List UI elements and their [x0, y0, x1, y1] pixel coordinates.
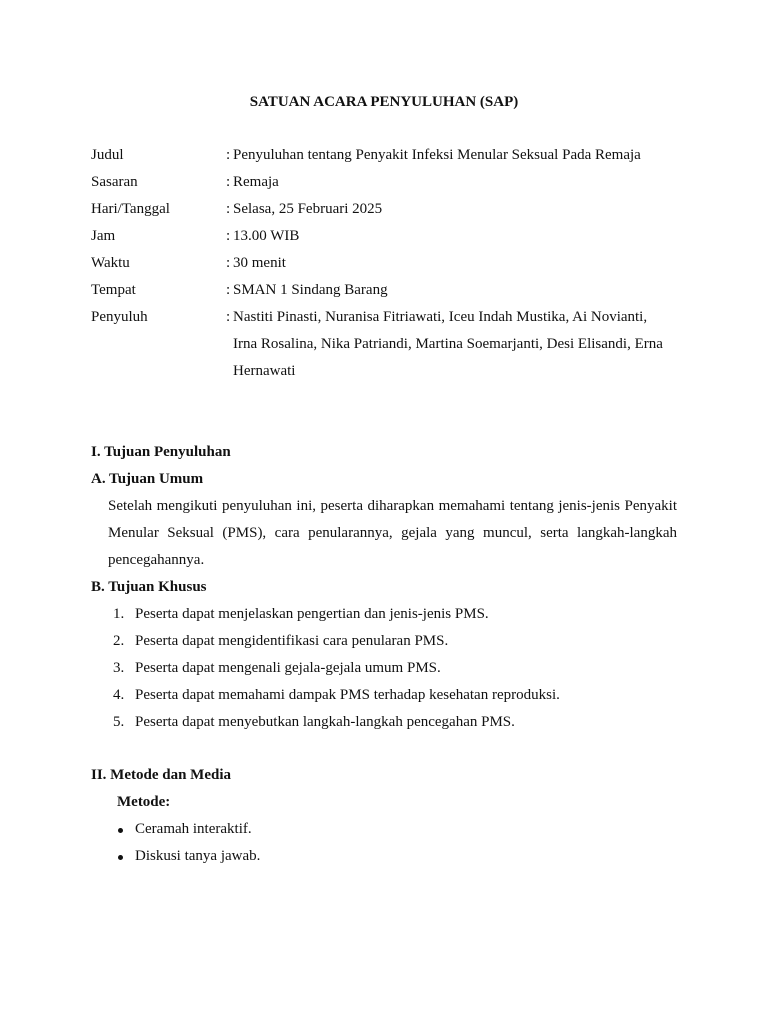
list-item-text: Peserta dapat mengidentifikasi cara penularan PMS. [135, 633, 449, 649]
info-value-continuation: Irna Rosalina, Nika Patriandi, Martina Soemarjanti, Desi Elisandi, Erna [233, 336, 663, 352]
list-item [91, 655, 677, 682]
info-value-text: Penyuluhan tentang Penyakit Infeksi Menular Seksual Pada Remaja [233, 147, 641, 163]
colon: : [226, 309, 231, 325]
info-value-text: Nastiti Pinasti, Nuranisa Fitriawati, Iceu Indah Mustika, Ai Novianti, [233, 309, 648, 325]
colon: : [226, 228, 231, 244]
list-item-text: Ceramah interaktif. [135, 821, 252, 837]
list-item [91, 843, 677, 870]
info-label: Penyuluh [91, 309, 148, 325]
info-label: Waktu [91, 255, 130, 271]
list-item-text: Peserta dapat mengenali gejala-gejala umum PMS. [135, 660, 441, 676]
colon: : [226, 282, 231, 298]
info-value [226, 223, 677, 250]
metode-label: Metode: [117, 794, 171, 810]
info-value [226, 169, 677, 196]
bullet-icon [91, 816, 135, 843]
section-heading-tujuan: I. Tujuan Penyuluhan [91, 444, 231, 460]
list-item-text: Diskusi tanya jawab. [135, 848, 261, 864]
info-table [91, 142, 677, 385]
colon: : [226, 174, 231, 190]
list-item [91, 628, 677, 655]
list-item-text: Peserta dapat memahami dampak PMS terhadap kesehatan reproduksi. [135, 687, 560, 703]
list-number: 5. [113, 714, 125, 730]
info-row-judul [91, 142, 677, 169]
info-row-jam [91, 223, 677, 250]
document-title: SATUAN ACARA PENYULUHAN (SAP) [249, 94, 519, 110]
info-value [226, 196, 677, 223]
subsection-heading-tujuan-khusus: B. Tujuan Khusus [91, 579, 207, 595]
info-value [226, 304, 677, 385]
info-row-penyuluh [91, 304, 677, 385]
metode-list [91, 816, 677, 870]
info-label: Sasaran [91, 174, 138, 190]
list-number: 1. [113, 606, 125, 622]
list-item [91, 709, 677, 736]
info-value-text: 30 menit [233, 255, 286, 271]
info-value-text: 13.00 WIB [233, 228, 300, 244]
list-item [91, 682, 677, 709]
info-label: Tempat [91, 282, 136, 298]
colon: : [226, 147, 231, 163]
info-row-waktu [91, 250, 677, 277]
info-label: Hari/Tanggal [91, 201, 170, 217]
info-value-text: Remaja [233, 174, 279, 190]
info-value [226, 142, 677, 169]
info-label: Jam [91, 228, 116, 244]
colon: : [226, 201, 231, 217]
list-item [91, 601, 677, 628]
info-label: Judul [91, 147, 124, 163]
colon: : [226, 255, 231, 271]
list-number: 4. [113, 687, 125, 703]
list-item [91, 816, 677, 843]
info-row-sasaran [91, 169, 677, 196]
info-value [226, 277, 677, 304]
info-value-line [226, 304, 677, 331]
section-heading-metode-media: II. Metode dan Media [91, 767, 231, 783]
list-number: 3. [113, 660, 125, 676]
info-value-text: Selasa, 25 Februari 2025 [233, 201, 383, 217]
list-item-text: Peserta dapat menyebutkan langkah-langkah pencegahan PMS. [135, 714, 515, 730]
info-value [226, 250, 677, 277]
tujuan-umum-paragraph: Setelah mengikuti penyuluhan ini, peserta diharapkan memahami tentang jenis-jenis Penyakit Menular Seksual (PMS), cara penularannya, gejala yang muncul, serta langkah-langkah pencegahannya. [108, 498, 677, 568]
subsection-heading-tujuan-umum: A. Tujuan Umum [91, 471, 204, 487]
info-value-continuation: Hernawati [233, 363, 296, 379]
info-value-text: SMAN 1 Sindang Barang [233, 282, 388, 298]
tujuan-khusus-list [91, 601, 677, 736]
document-page [91, 89, 677, 870]
list-item-text: Peserta dapat menjelaskan pengertian dan jenis-jenis PMS. [135, 606, 489, 622]
list-number: 2. [113, 633, 125, 649]
info-row-tempat [91, 277, 677, 304]
bullet-icon [91, 843, 135, 870]
info-row-hari-tanggal [91, 196, 677, 223]
